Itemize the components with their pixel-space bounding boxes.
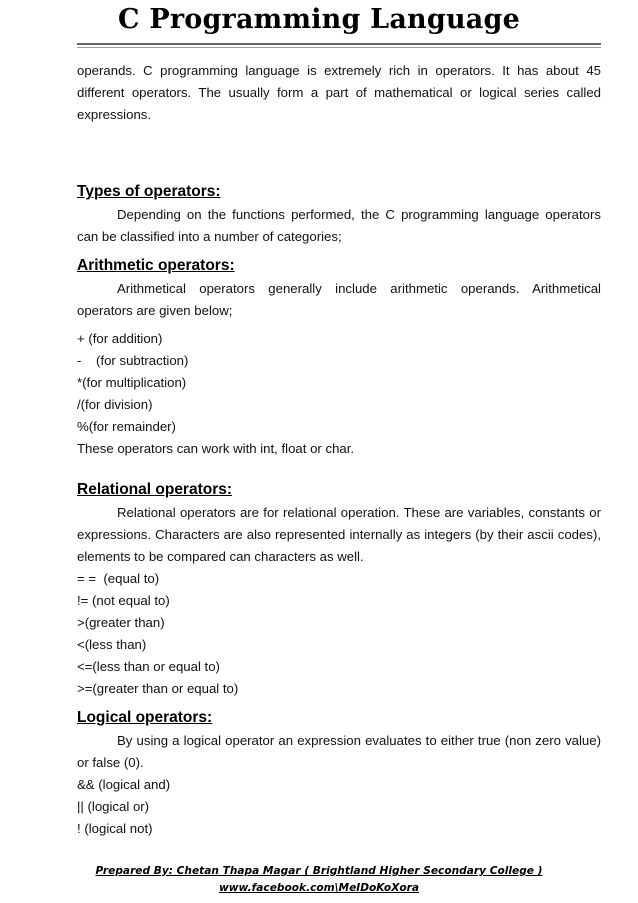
section-heading-relational: Relational operators: [77,481,233,498]
relational-paragraph: Relational operators are for relational operation. These are variables, constants or expressions. Characters are also represented internally as integers (by their ascii codes), elements to be compared can characters as well. [77,505,601,564]
list-item: /(for division) [77,397,153,412]
intro-paragraph: operands. C programming language is extremely rich in operators. It has about 45 different operators. The usually form a part of mathematical or logical series called expressions. [77,63,601,122]
header-divider [77,43,601,45]
list-item: = = (equal to) [77,571,160,586]
list-item: *(for multiplication) [77,375,187,390]
types-paragraph: Depending on the functions performed, the C programming language operators can be classified into a number of categories; [77,207,601,244]
arithmetic-operator-list [77,328,601,460]
section-arithmetic-operators [77,254,601,460]
list-item: <=(less than or equal to) [77,659,220,674]
list-item: These operators can work with int, float or char. [77,441,355,456]
page-footer [0,863,638,897]
list-item: ! (logical not) [77,821,153,836]
list-item: || (logical or) [77,799,150,814]
section-relational-operators [77,478,601,700]
list-item: + (for addition) [77,331,163,346]
section-heading-logical: Logical operators: [77,709,213,726]
section-heading-arithmetic: Arithmetic operators: [77,257,235,274]
spacer [77,126,601,180]
list-item: <(less than) [77,637,147,652]
list-item: %(for remainder) [77,419,176,434]
list-item: >=(greater than or equal to) [77,681,239,696]
footer-link[interactable]: www.facebook.com\MeIDoKoXora [218,882,420,894]
section-types-of-operators [77,180,601,248]
list-item: != (not equal to) [77,593,170,608]
section-logical-operators [77,706,601,840]
section-heading-types: Types of operators: [77,183,221,200]
page-title: C Programming Language [118,4,520,35]
list-item: - (for subtraction) [77,353,189,368]
spacer [77,460,601,478]
relational-operator-list [77,568,601,700]
footer-credit: Prepared By: Chetan Thapa Magar ( Brightland Higher Secondary College ) [95,865,543,877]
logical-paragraph: By using a logical operator an expression evaluates to either true (non zero value) or false (0). [77,733,601,770]
logical-operator-list [77,774,601,840]
arithmetic-paragraph: Arithmetical operators generally include arithmetic operands. Arithmetical operators are given below; [77,281,601,318]
header-divider-thin [77,47,601,48]
list-item: >(greater than) [77,615,165,630]
list-item: && (logical and) [77,777,171,792]
document-body [77,60,601,840]
